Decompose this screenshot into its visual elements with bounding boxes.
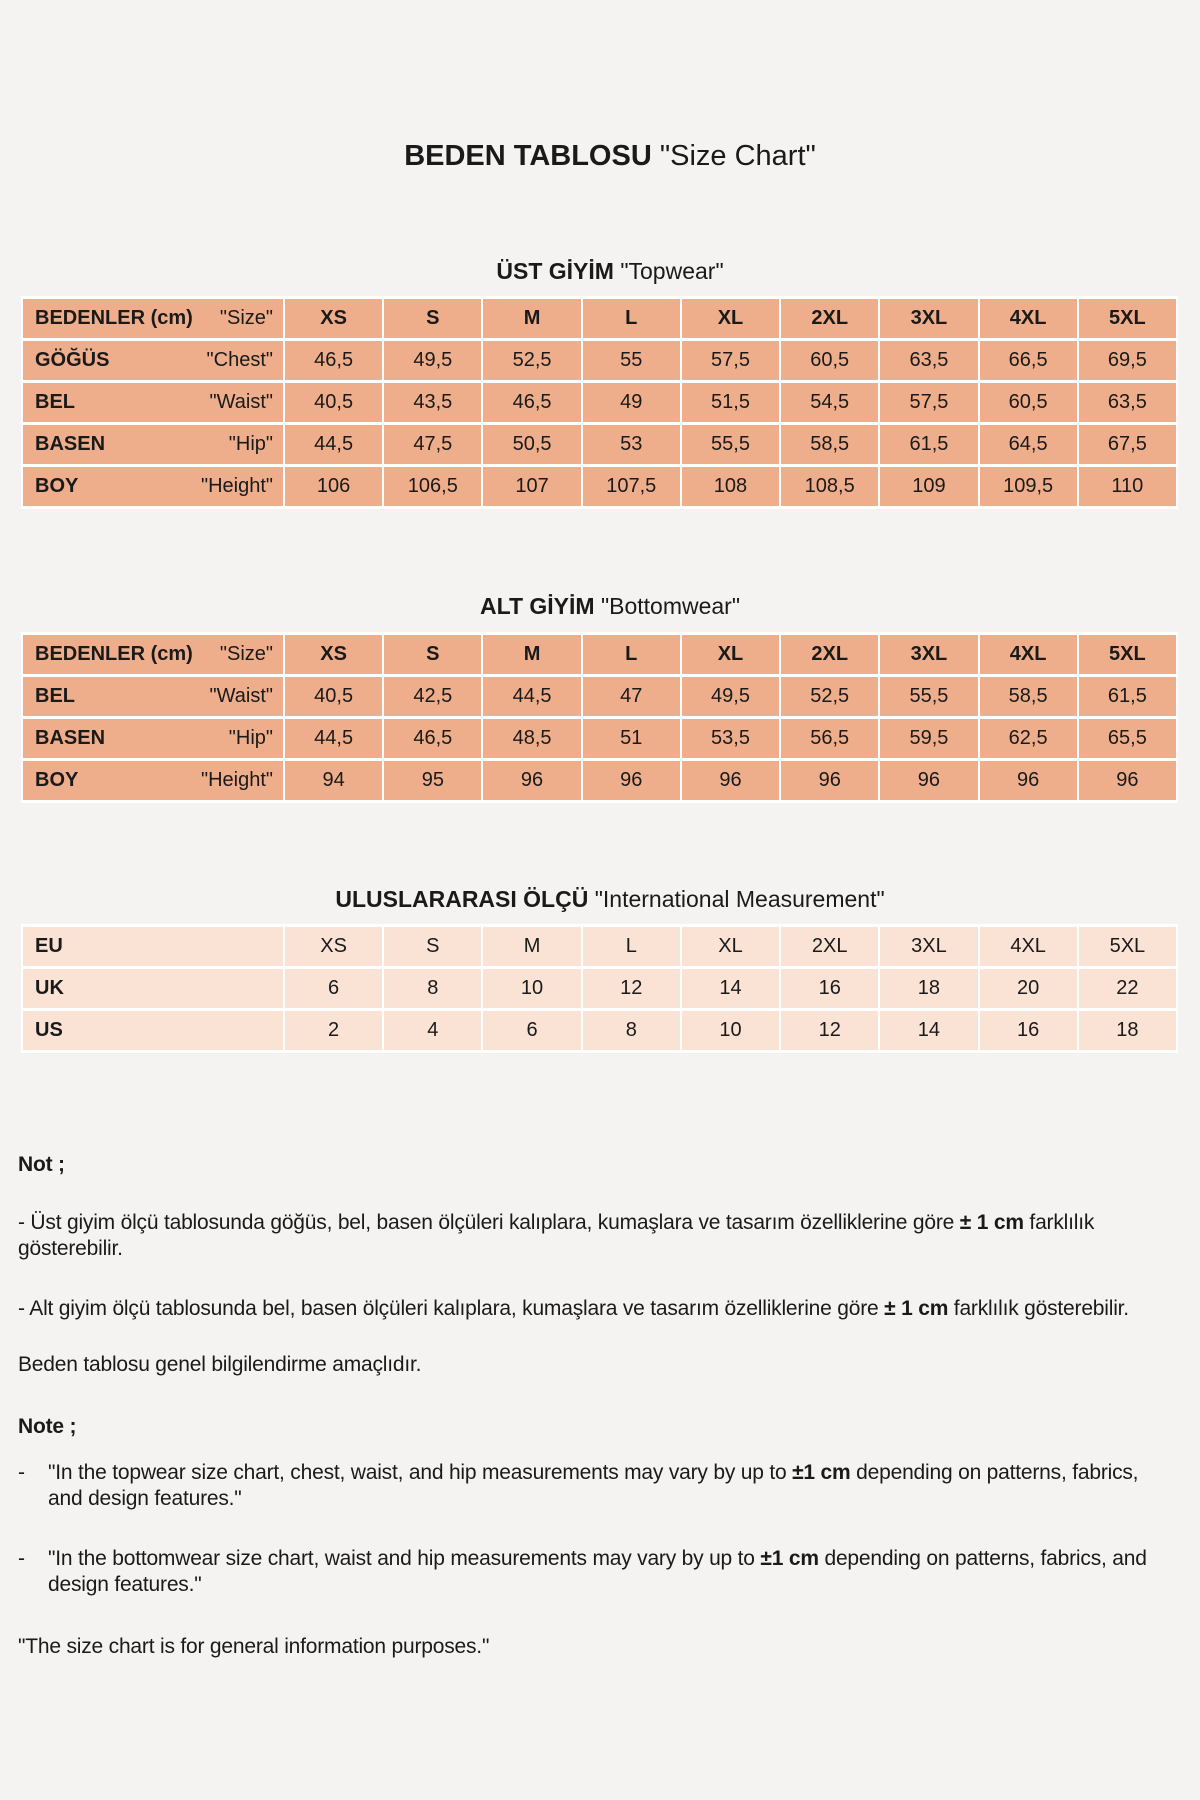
size-value-cell: 60,5: [980, 383, 1077, 422]
topwear-row-3: [23, 425, 1176, 464]
size-value-cell: 10: [682, 1011, 779, 1050]
size-value-cell: XL: [682, 927, 779, 966]
size-value-cell: 61,5: [1079, 677, 1176, 716]
row-label-cell: [23, 299, 283, 338]
bottomwear-row-1: [23, 677, 1176, 716]
size-value-cell: M: [483, 635, 580, 674]
size-value-cell: M: [483, 927, 580, 966]
size-value-cell: 55,5: [682, 425, 779, 464]
size-value-cell: 2XL: [781, 927, 878, 966]
topwear-row-1: [23, 341, 1176, 380]
bullet-dash: -: [18, 1461, 25, 1484]
emphasized-text: ±1 cm: [792, 1461, 851, 1484]
size-value-cell: 4XL: [980, 635, 1077, 674]
size-value-cell: 3XL: [880, 299, 977, 338]
size-value-cell: 52,5: [483, 341, 580, 380]
bullet-dash: -: [18, 1547, 25, 1570]
row-label-turkish: BOY: [35, 769, 79, 791]
row-label-turkish: BASEN: [35, 433, 106, 455]
row-label-cell: [23, 383, 283, 422]
row-label-english: "Hip": [228, 727, 273, 749]
size-value-cell: 96: [880, 761, 977, 800]
size-value-cell: 40,5: [285, 677, 382, 716]
size-value-cell: 64,5: [980, 425, 1077, 464]
page-title-turkish: BEDEN TABLOSU: [404, 140, 652, 172]
plain-text: depending on patterns, fabrics, and design features.": [48, 1461, 1139, 1510]
bottomwear-row-0: [23, 635, 1176, 674]
topwear-row-2: [23, 383, 1176, 422]
size-value-cell: 47,5: [384, 425, 481, 464]
row-label-english: "Size": [219, 307, 273, 329]
size-value-cell: 47: [583, 677, 680, 716]
section-title-international-turkish: ULUSLARARASI ÖLÇÜ: [335, 886, 589, 912]
size-value-cell: 2: [285, 1011, 382, 1050]
size-value-cell: 107: [483, 467, 580, 506]
size-value-cell: 51,5: [682, 383, 779, 422]
size-value-cell: 20: [980, 969, 1077, 1008]
size-value-cell: 4XL: [980, 927, 1077, 966]
size-value-cell: L: [583, 635, 680, 674]
size-value-cell: 49: [583, 383, 680, 422]
size-value-cell: 2XL: [781, 299, 878, 338]
size-value-cell: 16: [980, 1011, 1077, 1050]
row-label-english: "Size": [219, 643, 273, 665]
size-value-cell: L: [583, 299, 680, 338]
size-value-cell: 44,5: [285, 425, 382, 464]
size-value-cell: S: [384, 299, 481, 338]
note-general-english: "The size chart is for general information purposes.": [18, 1635, 490, 1658]
size-value-cell: 62,5: [980, 719, 1077, 758]
size-value-cell: 14: [682, 969, 779, 1008]
size-value-cell: 46,5: [384, 719, 481, 758]
size-value-cell: 96: [980, 761, 1077, 800]
size-value-cell: L: [583, 927, 680, 966]
size-value-cell: 44,5: [285, 719, 382, 758]
bullet-text: [48, 1546, 1148, 1598]
size-value-cell: 56,5: [781, 719, 878, 758]
emphasized-text: ±1 cm: [760, 1547, 819, 1570]
international-row-0: [23, 927, 1176, 966]
international-size-table: [21, 924, 1178, 1053]
row-label-turkish: BASEN: [35, 727, 106, 749]
size-value-cell: 108: [682, 467, 779, 506]
row-label-turkish: GÖĞÜS: [35, 349, 110, 371]
size-value-cell: 49,5: [384, 341, 481, 380]
note-general-turkish: Beden tablosu genel bilgilendirme amaçlıdır.: [18, 1353, 422, 1376]
size-value-cell: 63,5: [880, 341, 977, 380]
international-row-2: [23, 1011, 1176, 1050]
row-label-cell: [23, 969, 283, 1008]
size-value-cell: 5XL: [1079, 927, 1176, 966]
topwear-size-table: [21, 296, 1178, 509]
emphasized-text: ± 1 cm: [959, 1211, 1024, 1234]
note-label: Note ;: [18, 1415, 77, 1438]
size-value-cell: 109: [880, 467, 977, 506]
size-value-cell: XL: [682, 635, 779, 674]
row-label-cell: [23, 635, 283, 674]
size-value-cell: 66,5: [980, 341, 1077, 380]
plain-text: "In the topwear size chart, chest, waist, and hip measurements may vary by up to: [48, 1461, 793, 1484]
size-value-cell: 63,5: [1079, 383, 1176, 422]
topwear-row-4: [23, 467, 1176, 506]
size-value-cell: 2XL: [781, 635, 878, 674]
size-value-cell: 94: [285, 761, 382, 800]
plain-text: farklılık gösterebilir.: [948, 1297, 1129, 1320]
row-label-cell: [23, 761, 283, 800]
size-value-cell: 54,5: [781, 383, 878, 422]
size-value-cell: 6: [285, 969, 382, 1008]
size-value-cell: 58,5: [781, 425, 878, 464]
size-value-cell: 50,5: [483, 425, 580, 464]
size-value-cell: 49,5: [682, 677, 779, 716]
size-value-cell: M: [483, 299, 580, 338]
row-label-cell: [23, 719, 283, 758]
topwear-row-0: [23, 299, 1176, 338]
size-value-cell: 108,5: [781, 467, 878, 506]
size-value-cell: XS: [285, 635, 382, 674]
bottomwear-row-2: [23, 719, 1176, 758]
size-value-cell: 96: [1079, 761, 1176, 800]
size-value-cell: 55,5: [880, 677, 977, 716]
row-label-turkish: BEL: [35, 391, 75, 413]
size-value-cell: 51: [583, 719, 680, 758]
section-title-bottomwear-turkish: ALT GİYİM: [480, 593, 595, 619]
row-label-english: "Waist": [209, 685, 273, 707]
section-title-international: [20, 886, 1200, 913]
note-topwear-english: [18, 1460, 1182, 1512]
size-value-cell: 59,5: [880, 719, 977, 758]
row-label-cell: [23, 1011, 283, 1050]
size-value-cell: 95: [384, 761, 481, 800]
row-label-cell: [23, 341, 283, 380]
size-value-cell: 12: [583, 969, 680, 1008]
international-row-1: [23, 969, 1176, 1008]
size-value-cell: 46,5: [483, 383, 580, 422]
row-label-cell: [23, 927, 283, 966]
size-value-cell: 22: [1079, 969, 1176, 1008]
size-value-cell: 53: [583, 425, 680, 464]
row-label-turkish: BEDENLER (cm): [35, 643, 193, 665]
row-label-english: "Hip": [228, 433, 273, 455]
size-value-cell: 107,5: [583, 467, 680, 506]
size-value-cell: 5XL: [1079, 299, 1176, 338]
size-value-cell: 12: [781, 1011, 878, 1050]
plain-text: - Alt giyim ölçü tablosunda bel, basen ölçüleri kalıplara, kumaşlara ve tasarım özelliklerine göre: [18, 1297, 885, 1320]
row-label-turkish: EU: [35, 935, 63, 957]
section-title-bottomwear: [20, 593, 1200, 620]
size-value-cell: 96: [483, 761, 580, 800]
row-label-turkish: UK: [35, 977, 64, 999]
row-label-turkish: BEDENLER (cm): [35, 307, 193, 329]
size-value-cell: 8: [384, 969, 481, 1008]
size-value-cell: 48,5: [483, 719, 580, 758]
size-value-cell: 55: [583, 341, 680, 380]
size-value-cell: 61,5: [880, 425, 977, 464]
size-value-cell: 8: [583, 1011, 680, 1050]
size-value-cell: 58,5: [980, 677, 1077, 716]
plain-text: - Üst giyim ölçü tablosunda göğüs, bel, basen ölçüleri kalıplara, kumaşlara ve tasarım özelliklerine göre: [18, 1211, 960, 1234]
size-value-cell: 67,5: [1079, 425, 1176, 464]
size-value-cell: 44,5: [483, 677, 580, 716]
size-value-cell: 18: [1079, 1011, 1176, 1050]
page-title-english: "Size Chart": [659, 140, 816, 172]
size-value-cell: S: [384, 927, 481, 966]
note-topwear-turkish: [18, 1210, 1182, 1262]
size-value-cell: XL: [682, 299, 779, 338]
plain-text: farklılık gösterebilir.: [18, 1211, 1095, 1260]
size-value-cell: 96: [583, 761, 680, 800]
size-value-cell: 69,5: [1079, 341, 1176, 380]
row-label-turkish: BOY: [35, 475, 79, 497]
row-label-turkish: BEL: [35, 685, 75, 707]
size-value-cell: 96: [781, 761, 878, 800]
row-label-english: "Height": [200, 475, 273, 497]
size-value-cell: 46,5: [285, 341, 382, 380]
size-value-cell: 3XL: [880, 927, 977, 966]
row-label-english: "Chest": [206, 349, 273, 371]
notes-section: [18, 1152, 1182, 1660]
row-label-turkish: US: [35, 1019, 63, 1041]
size-value-cell: 42,5: [384, 677, 481, 716]
size-value-cell: 3XL: [880, 635, 977, 674]
size-value-cell: S: [384, 635, 481, 674]
size-value-cell: 106: [285, 467, 382, 506]
size-value-cell: 43,5: [384, 383, 481, 422]
section-title-bottomwear-english: "Bottomwear": [600, 593, 740, 619]
section-title-topwear: [20, 258, 1200, 285]
plain-text: depending on patterns, fabrics, and design features.": [48, 1547, 1147, 1596]
page-title: [20, 139, 1200, 174]
size-value-cell: 5XL: [1079, 635, 1176, 674]
size-value-cell: 18: [880, 969, 977, 1008]
section-title-topwear-turkish: ÜST GİYİM: [496, 258, 614, 284]
size-value-cell: 60,5: [781, 341, 878, 380]
size-value-cell: 110: [1079, 467, 1176, 506]
row-label-cell: [23, 467, 283, 506]
row-label-cell: [23, 425, 283, 464]
plain-text: "In the bottomwear size chart, waist and hip measurements may vary by up to: [48, 1547, 761, 1570]
note-bottomwear-turkish: [18, 1296, 1182, 1322]
bottomwear-row-3: [23, 761, 1176, 800]
size-value-cell: 57,5: [682, 341, 779, 380]
section-title-topwear-english: "Topwear": [620, 258, 724, 284]
bottomwear-size-table: [21, 632, 1178, 803]
row-label-english: "Height": [200, 769, 273, 791]
size-value-cell: 10: [483, 969, 580, 1008]
not-label: Not ;: [18, 1153, 65, 1176]
size-value-cell: XS: [285, 299, 382, 338]
size-value-cell: 57,5: [880, 383, 977, 422]
size-value-cell: 40,5: [285, 383, 382, 422]
size-value-cell: 16: [781, 969, 878, 1008]
size-value-cell: 4: [384, 1011, 481, 1050]
size-value-cell: 6: [483, 1011, 580, 1050]
size-value-cell: 109,5: [980, 467, 1077, 506]
size-value-cell: 53,5: [682, 719, 779, 758]
size-value-cell: XS: [285, 927, 382, 966]
size-value-cell: 14: [880, 1011, 977, 1050]
section-title-international-english: "International Measurement": [594, 886, 885, 912]
row-label-english: "Waist": [209, 391, 273, 413]
size-value-cell: 106,5: [384, 467, 481, 506]
size-value-cell: 52,5: [781, 677, 878, 716]
bullet-text: [48, 1460, 1148, 1512]
emphasized-text: ± 1 cm: [884, 1297, 949, 1320]
size-value-cell: 96: [682, 761, 779, 800]
size-value-cell: 4XL: [980, 299, 1077, 338]
size-value-cell: 65,5: [1079, 719, 1176, 758]
note-bottomwear-english: [18, 1546, 1182, 1598]
row-label-cell: [23, 677, 283, 716]
